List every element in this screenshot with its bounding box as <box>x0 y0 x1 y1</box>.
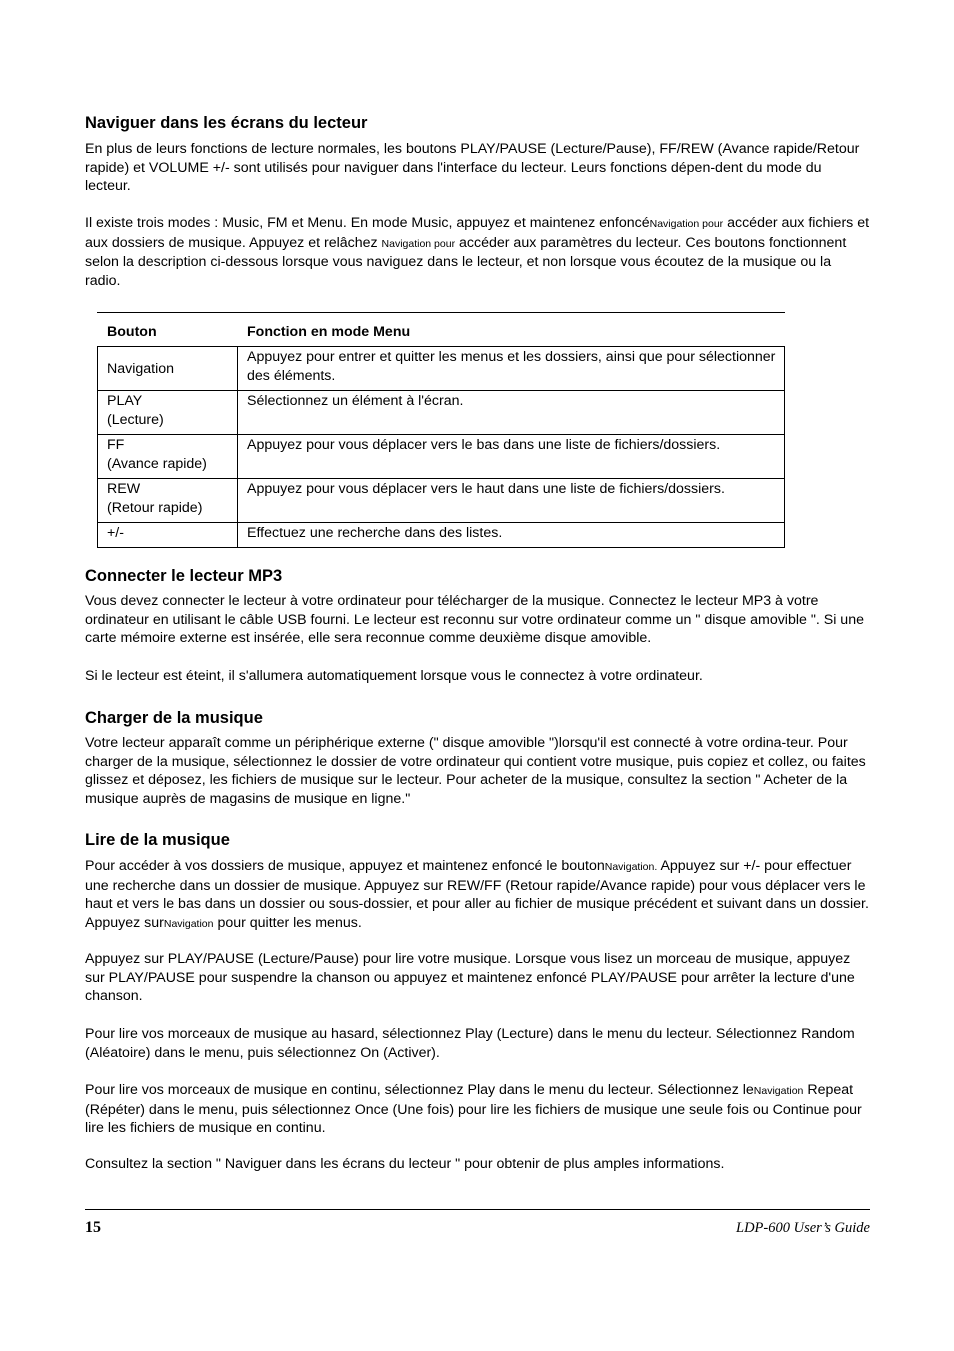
paragraph-load-music: Votre lecteur apparaît comme un périphérique externe (" disque amovible ")lorsqu'il est connecté à votre ordina-teur. Pour charger de la musique, sélectionnez le dossier de votre ordinateur qui contient votre musique, puis copiez et collez, ou faites glissez et déposez, les fichiers de musique sur le lecteur. Pour acheter de la musique, consultez la section " Acheter de la musique auprès de magasins de musique en ligne." <box>85 735 866 808</box>
table-header-function: Fonction en mode Menu <box>247 324 411 340</box>
table-row <box>98 479 785 523</box>
table-cell-function: Appuyez pour entrer et quitter les menus et les dossiers, ainsi que pour sélectionner des éléments. <box>238 347 785 391</box>
guide-title: LDP-600 User’s Guide <box>736 1220 870 1236</box>
section-title-navigate: Naviguer dans les écrans du lecteur <box>85 114 368 132</box>
table-cell-button: Navigation <box>98 347 238 391</box>
navigation-label-small: Navigation. <box>604 861 658 873</box>
table-header-button: Bouton <box>107 324 157 340</box>
section-title-load-music: Charger de la musique <box>85 709 263 727</box>
navigation-label-small: Navigation pour <box>649 218 724 230</box>
table-cell-function: Effectuez une recherche dans des listes. <box>238 523 785 548</box>
table-row <box>98 523 785 548</box>
paragraph-play-2: Appuyez sur PLAY/PAUSE (Lecture/Pause) pour lire votre musique. Lorsque vous lisez un morceau de musique, appuyez sur PLAY/PAUSE pour suspendre la chanson ou appuyez et maintenez enfoncé PLAY/PAUSE pour arrêter la lecture d'une chanson. <box>85 951 855 1005</box>
paragraph-navigate-intro: En plus de leurs fonctions de lecture normales, les boutons PLAY/PAUSE (Lecture/Pause), FF/REW (Avance rapide/Retour rapide) et VOLUME +/- sont utilisés pour naviguer dans l'interface du lecteur. Leurs fonctions dépen-dent du mode du lecteur. <box>85 141 860 195</box>
button-function-table <box>97 346 785 548</box>
paragraph-play-3: Pour lire vos morceaux de musique au hasard, sélectionnez Play (Lecture) dans le menu du lecteur. Sélectionnez Random (Aléatoire) dans le menu, puis sélectionnez On (Activer). <box>85 1026 855 1061</box>
section-title-play-music: Lire de la musique <box>85 831 230 849</box>
table-cell-function: Appuyez pour vous déplacer vers le bas dans une liste de fichiers/dossiers. <box>238 435 785 479</box>
navigation-label-small: Navigation pour <box>381 237 456 250</box>
table-cell-button: PLAY (Lecture) <box>98 391 238 435</box>
table-row <box>98 435 785 479</box>
table-cell-button: REW (Retour rapide) <box>98 479 238 523</box>
table-cell-function: Appuyez pour vous déplacer vers le haut dans une liste de fichiers/dossiers. <box>238 479 785 523</box>
page-number: 15 <box>85 1219 101 1236</box>
paragraph-connect-1: Vous devez connecter le lecteur à votre ordinateur pour télécharger de la musique. Connectez le lecteur MP3 à votre ordinateur en utilisant le câble USB fourni. Le lecteur est reconnu sur votre ordinateur comme un " disque amovible ". Si une carte mémoire externe est insérée, elle sera reconnue comme deuxième disque amovible. <box>85 593 864 647</box>
navigation-label-small: Navigation <box>163 918 214 931</box>
navigation-label-small: Navigation <box>753 1085 804 1097</box>
table-row <box>98 347 785 391</box>
table-cell-function: Sélectionnez un élément à l'écran. <box>238 391 785 435</box>
paragraph-connect-2: Si le lecteur est éteint, il s'allumera automatiquement lorsque vous le connectez à votre ordinateur. <box>85 668 703 684</box>
footer-rule <box>85 1209 870 1210</box>
section-title-connect: Connecter le lecteur MP3 <box>85 567 283 585</box>
paragraph-navigate-modes: Il existe trois modes : Music, FM et Menu. En mode Music, appuyez et maintenez enfoncéNavigation pour accéder aux fichiers et aux dossiers de musique. Appuyez et relâchez Navigation pour accéder aux paramètres du lecteur. Ces boutons fonctionnent selon la description ci-dessous lorsque vous naviguez dans le lecteur, et non lorsque vous écoutez de la musique ou la radio. <box>85 215 870 290</box>
paragraph-play-5: Consultez la section " Naviguer dans les écrans du lecteur " pour obtenir de plus amples informations. <box>85 1156 725 1172</box>
paragraph-play-4: Pour lire vos morceaux de musique en continu, sélectionnez Play dans le menu du lecteur. Sélectionnez leNavigation Repeat (Répéter) dans le menu, puis sélectionnez Once (Une fois) pour lire les fichiers de musique une seule fois ou Continue pour lire les fichiers de musique en continu. <box>85 1082 862 1137</box>
paragraph-play-1: Pour accéder à vos dossiers de musique, appuyez et maintenez enfoncé le boutonNavigation. Appuyez sur +/- pour effectuer une recherche dans un dossier de musique. Appuyez sur REW/FF (Retour rapide/Avance rapide) pour vous déplacer vers le haut et vers le bas dans un dossier ou sous-dossier, et pour aller au fichier de musique précédent et suivant dans un dossier. Appuyez surNavigation pour quitter les menus. <box>85 858 869 932</box>
table-row <box>98 391 785 435</box>
table-cell-button: FF (Avance rapide) <box>98 435 238 479</box>
table-top-rule <box>97 312 785 313</box>
table-cell-button: +/- <box>98 523 238 548</box>
